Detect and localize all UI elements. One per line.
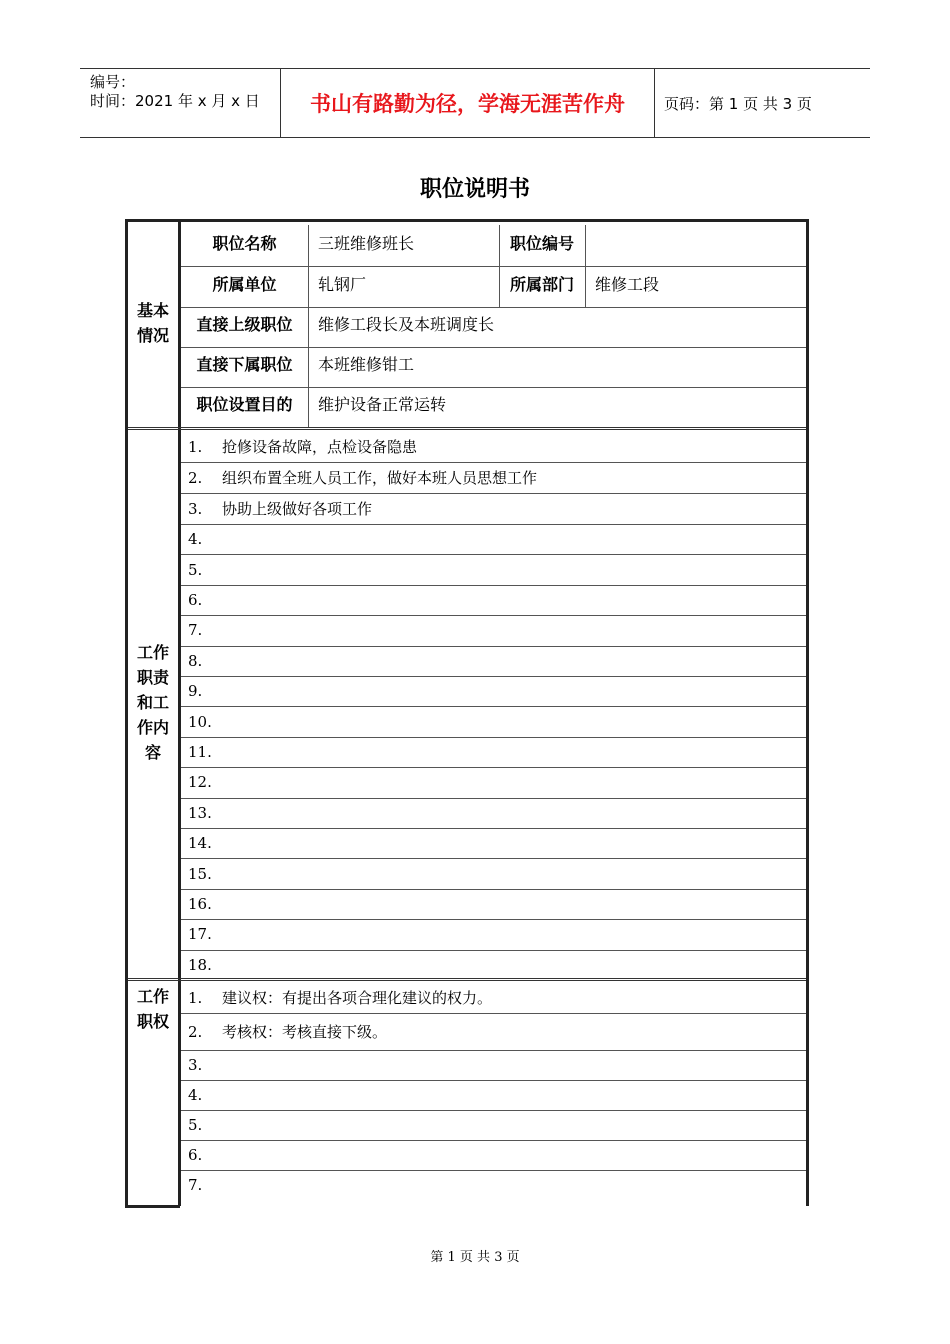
dept-value: 维修工段 xyxy=(595,274,660,294)
row-divider xyxy=(181,828,806,829)
item-number: 16. xyxy=(188,894,212,913)
row-divider xyxy=(181,1080,806,1081)
item-number: 4. xyxy=(188,1086,203,1104)
section-divider xyxy=(128,427,806,430)
unit-label: 所属单位 xyxy=(212,274,277,294)
list-item xyxy=(188,828,222,858)
row-divider xyxy=(181,919,806,920)
purpose-value: 维护设备正常运转 xyxy=(318,394,447,414)
item-text: 协助上级做好各项工作 xyxy=(222,500,373,518)
list-item xyxy=(188,706,222,736)
item-text: 建议权：有提出各项合理化建议的权力。 xyxy=(222,989,493,1007)
item-number: 11. xyxy=(188,742,212,761)
row-divider xyxy=(181,676,806,677)
row-divider xyxy=(181,646,806,647)
list-item xyxy=(188,554,222,584)
list-item xyxy=(188,676,222,706)
item-number: 7. xyxy=(188,1176,203,1194)
header-meta xyxy=(80,69,281,137)
list-item xyxy=(188,1140,222,1170)
row-divider xyxy=(181,858,806,859)
item-number: 14. xyxy=(188,834,212,853)
list-item xyxy=(188,858,222,888)
basic-section-label: 基本情况 xyxy=(136,301,169,345)
purpose-label: 职位设置目的 xyxy=(196,394,293,414)
list-item xyxy=(188,615,222,645)
duties-section-label: 工作职责和工作内容 xyxy=(136,643,169,762)
list-item xyxy=(188,585,222,615)
item-number: 1. xyxy=(188,437,203,456)
list-item xyxy=(188,1110,222,1140)
list-item xyxy=(188,798,222,828)
page-header xyxy=(80,68,870,138)
item-number: 4. xyxy=(188,530,203,549)
item-number: 3. xyxy=(188,1056,203,1074)
document-title: 职位说明书 xyxy=(419,177,530,202)
position-no-label: 职位编号 xyxy=(509,233,574,253)
list-item xyxy=(188,950,222,980)
unit-value: 轧钢厂 xyxy=(318,274,367,294)
item-number: 12. xyxy=(188,773,212,792)
list-item xyxy=(188,1080,222,1110)
list-item xyxy=(188,462,537,493)
item-number: 15. xyxy=(188,864,212,883)
row-divider xyxy=(181,737,806,738)
table-bottom-rule xyxy=(125,1205,180,1208)
item-number: 7. xyxy=(188,621,203,640)
item-number: 2. xyxy=(188,1022,203,1041)
item-text: 组织布置全班人员工作，做好本班人员思想工作 xyxy=(222,469,538,487)
list-item xyxy=(188,1050,222,1080)
subordinate-value: 本班维修钳工 xyxy=(318,354,415,374)
row-divider xyxy=(181,767,806,768)
page-footer: 第 1 页 共 3 页 xyxy=(430,1250,520,1265)
superior-value: 维修工段长及本班调度长 xyxy=(318,314,495,334)
item-number: 17. xyxy=(188,925,212,944)
position-name-label: 职位名称 xyxy=(212,233,277,253)
list-item xyxy=(188,889,222,919)
row-divider xyxy=(181,1170,806,1171)
number-label: 编号： xyxy=(90,73,136,91)
item-number: 5. xyxy=(188,560,203,579)
header-motto: 书山有路勤为径，学海无涯苦作舟 xyxy=(281,69,655,137)
list-item xyxy=(188,493,372,524)
superior-label: 直接上级职位 xyxy=(196,314,293,334)
list-item xyxy=(188,919,222,949)
item-text: 考核权：考核直接下级。 xyxy=(222,1023,388,1041)
position-no-value xyxy=(585,225,805,259)
row-divider xyxy=(181,1140,806,1141)
header-page-number: 页码：第 1 页 共 3 页 xyxy=(664,94,812,113)
item-number: 13. xyxy=(188,803,212,822)
row-divider xyxy=(181,615,806,616)
subordinate-label: 直接下属职位 xyxy=(196,354,293,374)
item-number: 3. xyxy=(188,499,203,518)
item-number: 6. xyxy=(188,1146,203,1164)
list-item xyxy=(188,524,222,554)
list-item xyxy=(188,646,222,676)
list-item xyxy=(188,1013,387,1050)
item-text: 抢修设备故障，点检设备隐患 xyxy=(222,438,418,456)
list-item xyxy=(188,767,222,797)
item-number: 18. xyxy=(188,955,212,974)
authority-section-label: 工作职权 xyxy=(136,987,169,1031)
item-number: 9. xyxy=(188,682,203,701)
row-divider xyxy=(181,554,806,555)
item-number: 6. xyxy=(188,590,203,609)
list-item xyxy=(188,982,492,1013)
dept-label: 所属部门 xyxy=(509,274,574,294)
list-item xyxy=(188,431,417,462)
row-divider xyxy=(181,1110,806,1111)
list-item xyxy=(188,737,222,767)
position-name-value: 三班维修班长 xyxy=(318,233,415,253)
row-divider xyxy=(181,798,806,799)
row-divider xyxy=(181,524,806,525)
row-divider xyxy=(181,950,806,951)
list-item xyxy=(188,1170,222,1200)
time-label: 时间：2021 年 x 月 x 日 xyxy=(90,92,260,110)
row-divider xyxy=(181,1050,806,1051)
item-number: 10. xyxy=(188,712,212,731)
row-divider xyxy=(181,706,806,707)
item-number: 5. xyxy=(188,1116,203,1134)
item-number: 1. xyxy=(188,988,203,1007)
item-number: 8. xyxy=(188,651,203,670)
section-divider xyxy=(128,978,806,981)
item-number: 2. xyxy=(188,468,203,487)
row-divider xyxy=(181,889,806,890)
row-divider xyxy=(181,585,806,586)
